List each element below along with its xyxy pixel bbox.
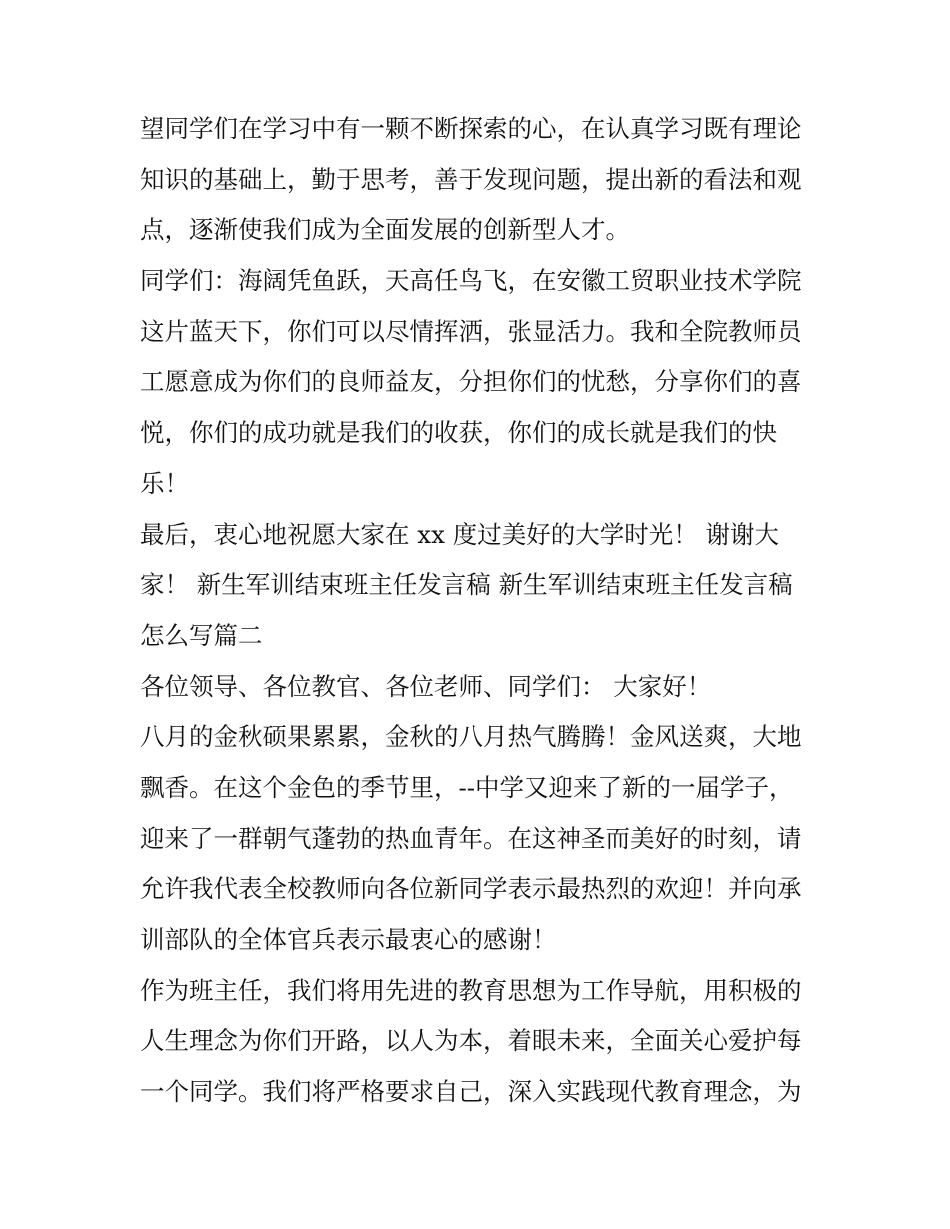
- text-line: 同学们：海阔凭鱼跃，天高任鸟飞，在安徽工贸职业技术学院: [140, 266, 802, 296]
- text-line: 各位领导、各位教官、各位老师、同学们： 大家好！: [140, 671, 712, 701]
- text-line: 飘香。在这个金色的季节里，--中学又迎来了新的一届学子，: [140, 772, 794, 802]
- text-line: 悦，你们的成功就是我们的收获，你们的成长就是我们的快: [140, 418, 777, 448]
- text-line: 点，逐渐使我们成为全面发展的创新型人才。: [140, 215, 630, 245]
- text-line: 知识的基础上，勤于思考，善于发现问题，提出新的看法和观: [140, 164, 802, 194]
- text-line: 作为班主任，我们将用先进的教育思想为工作导航，用积极的: [140, 975, 802, 1005]
- text-line: 乐！: [140, 468, 189, 498]
- text-line: 训部队的全体官兵表示最衷心的感谢！: [140, 925, 557, 954]
- text-line: 允许我代表全校教师向各位新同学表示最热烈的欢迎！并向承: [140, 874, 802, 904]
- text-line: 迎来了一群朝气蓬勃的热血青年。在这神圣而美好的时刻，请: [140, 823, 802, 853]
- text-line: 怎么写篇二: [140, 620, 263, 650]
- text-line: 工愿意成为你们的良师益友，分担你们的忧愁，分享你们的喜: [140, 367, 802, 397]
- document-body: [140, 104, 820, 1118]
- text-line: 最后，衷心地祝愿大家在 xx 度过美好的大学时光！ 谢谢大: [140, 519, 779, 549]
- text-line: 这片蓝天下，你们可以尽情挥洒，张显活力。我和全院教师员: [140, 316, 802, 346]
- text-line: 望同学们在学习中有一颗不断探索的心，在认真学习既有理论: [140, 114, 802, 143]
- text-line: 家！ 新生军训结束班主任发言稿 新生军训结束班主任发言稿: [140, 570, 793, 600]
- text-line: 八月的金秋硕果累累，金秋的八月热气腾腾！金风送爽，大地: [140, 722, 802, 752]
- text-line: 一个同学。我们将严格要求自己，深入实践现代教育理念，为: [140, 1077, 802, 1107]
- text-line: 人生理念为你们开路，以人为本，着眼未来，全面关心爱护每: [140, 1026, 802, 1056]
